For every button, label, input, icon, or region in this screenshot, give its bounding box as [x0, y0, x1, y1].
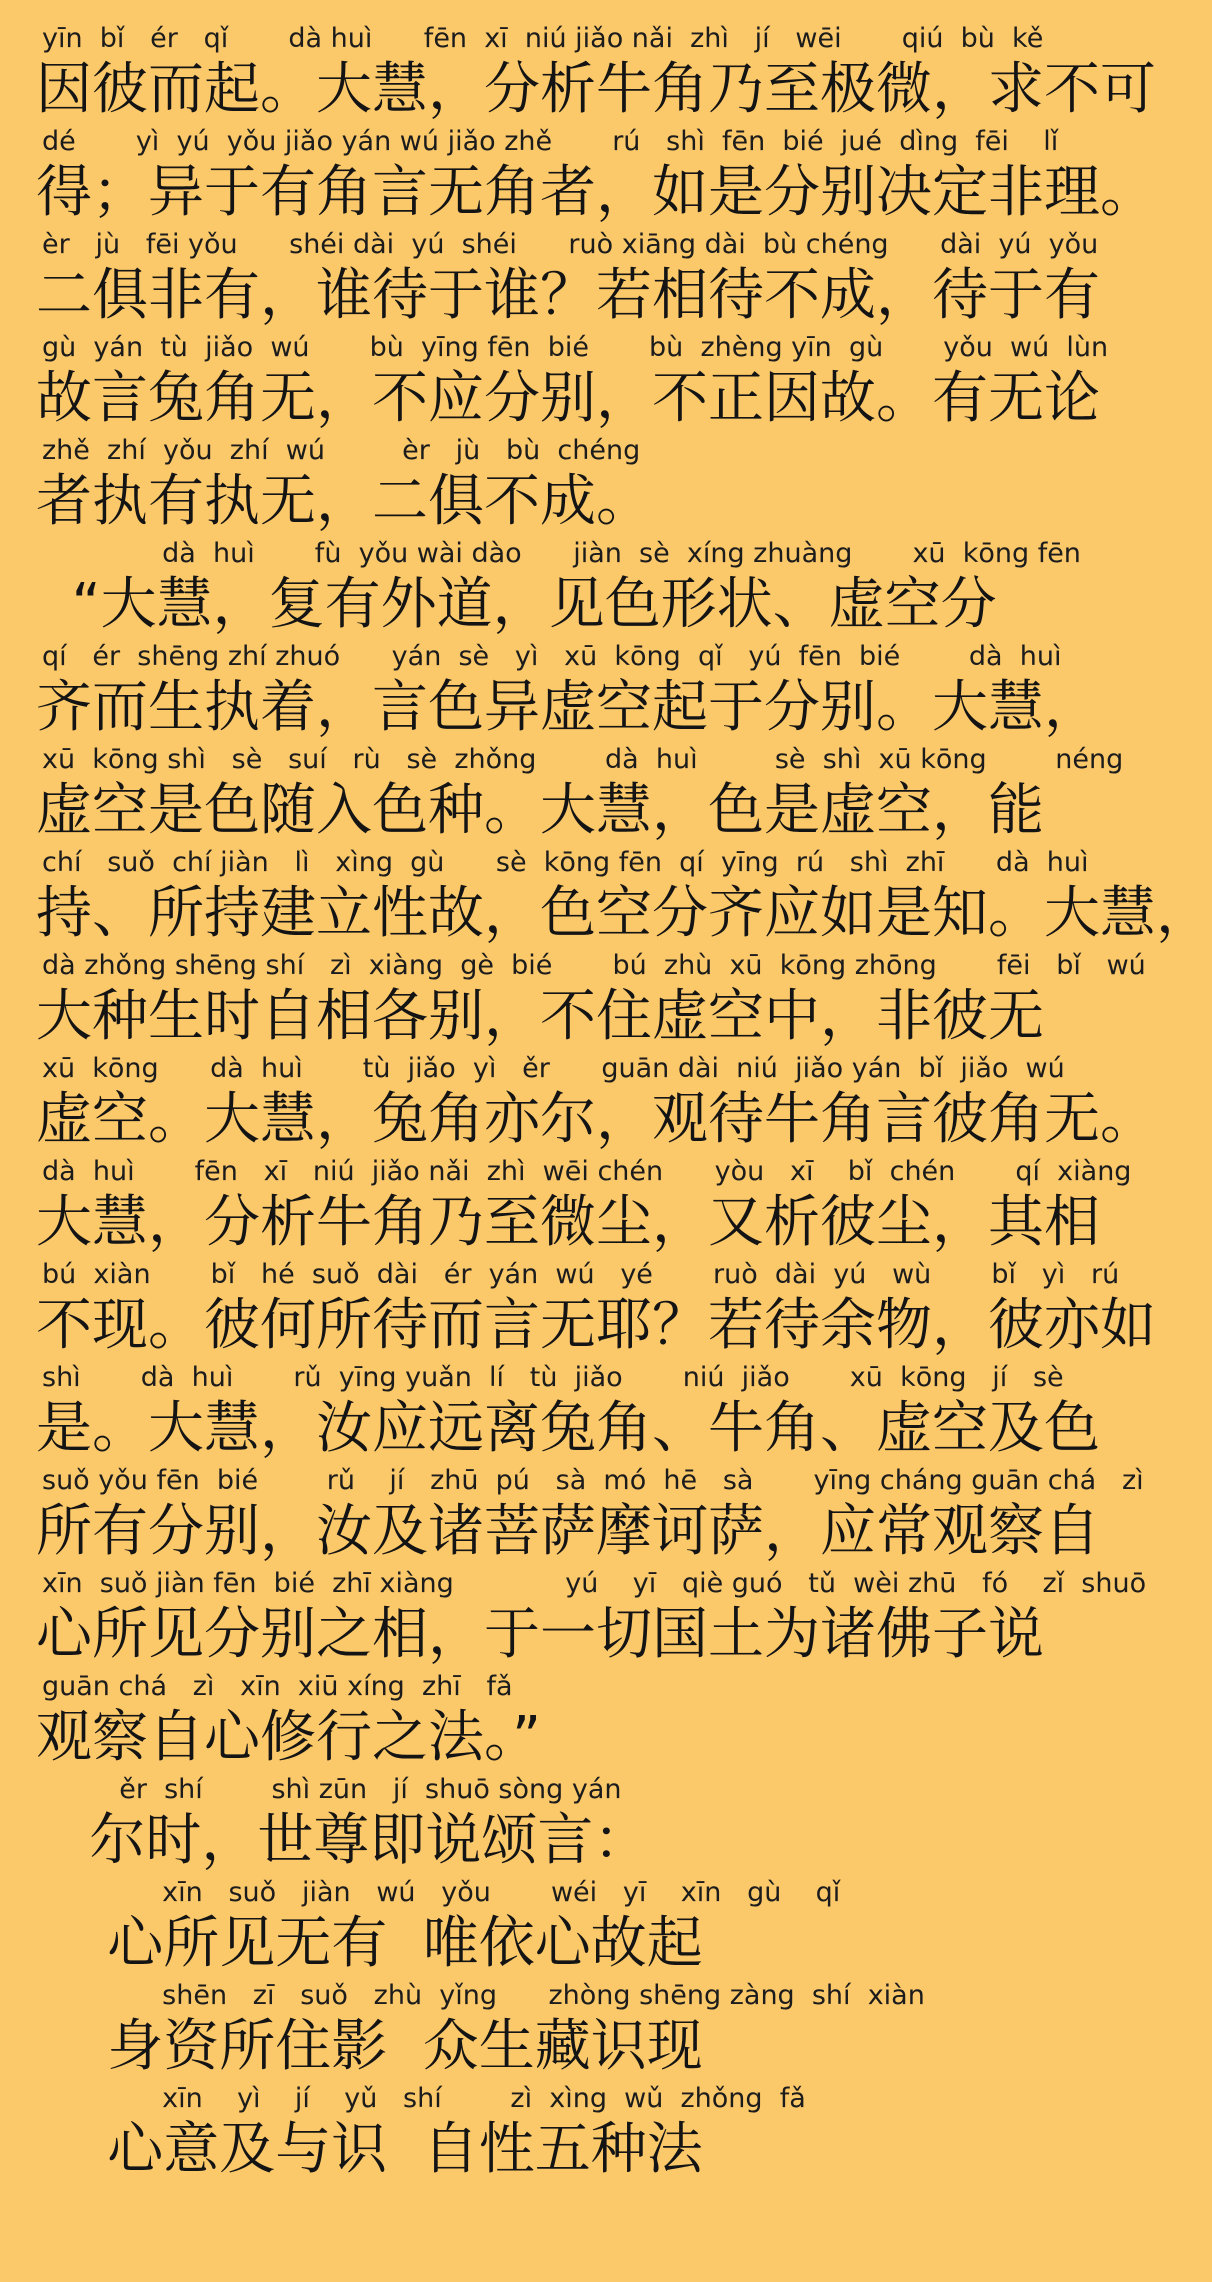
- hanzi-line-1: 因彼而起。大慧，分析牛角乃至极微，求不可: [36, 57, 1156, 122]
- text-line-15: [0, 1464, 1144, 1574]
- text-line-2: [0, 125, 1156, 235]
- text-line-4: [0, 331, 1109, 441]
- text-line-10: [0, 949, 1146, 1059]
- text-line-3: [0, 228, 1100, 338]
- verse-line-1: [0, 1876, 1080, 1986]
- pinyin-line-15: suǒ yǒu fēn bié rǔ jí zhū pú sà mó hē sà yīng cháng guān chá zì: [42, 1465, 1144, 1496]
- text-line-1: [0, 22, 1156, 132]
- pinyin-line-18: ěr shí shì zūn jí shuō sòng yán: [42, 1774, 622, 1805]
- hanzi-verse-1: 心所见无有 唯依心故起: [36, 1911, 703, 1976]
- verse-line-2: [0, 1979, 1080, 2089]
- text-line-17: [0, 1670, 1080, 1780]
- hanzi-line-5: 者执有执无，二俱不成。: [36, 469, 652, 534]
- text-line-18: [0, 1773, 1080, 1883]
- pinyin-line-16: xīn suǒ jiàn fēn bié zhī xiàng yú yī qiè guó tǔ wèi zhū fó zǐ shuō: [42, 1568, 1147, 1599]
- hanzi-line-4: 故言兔角无，不应分别，不正因故。有无论: [36, 366, 1100, 431]
- hanzi-line-10: 大种生时自相各别，不住虚空中，非彼无: [36, 984, 1044, 1049]
- pinyin-line-1: yīn bǐ ér qǐ dà huì fēn xī niú jiǎo nǎi zhì jí wēi qiú bù kě: [42, 23, 1044, 54]
- pinyin-line-11: xū kōng dà huì tù jiǎo yì ěr guān dài niú jiǎo yán bǐ jiǎo wú: [42, 1053, 1065, 1084]
- text-line-7: [0, 640, 1100, 750]
- text-line-13: [0, 1258, 1156, 1368]
- hanzi-line-12: 大慧，分析牛角乃至微尘，又析彼尘，其相: [36, 1190, 1100, 1255]
- hanzi-line-2: 得；异于有角言无角者，如是分别决定非理。: [36, 160, 1156, 225]
- hanzi-line-13: 不现。彼何所待而言无耶？若待余物，彼亦如: [36, 1293, 1156, 1358]
- pinyin-line-13: bú xiàn bǐ hé suǒ dài ér yán wú yé ruò dài yú wù bǐ yì rú: [42, 1259, 1120, 1290]
- pinyin-line-12: dà huì fēn xī niú jiǎo nǎi zhì wēi chén yòu xī bǐ chén qí xiàng: [42, 1156, 1132, 1187]
- hanzi-line-3: 二俱非有，谁待于谁？若相待不成，待于有: [36, 263, 1100, 328]
- hanzi-line-14: 是。大慧，汝应远离兔角、牛角、虚空及色: [36, 1396, 1100, 1461]
- text-line-16: [0, 1567, 1147, 1677]
- hanzi-line-9: 持、所持建立性故，色空分齐应如是知。大慧，: [36, 881, 1212, 946]
- text-line-9: [0, 846, 1212, 956]
- text-line-14: [0, 1361, 1100, 1471]
- pinyin-line-14: shì dà huì rǔ yīng yuǎn lí tù jiǎo niú jiǎo xū kōng jí sè: [42, 1362, 1064, 1393]
- pinyin-verse-3: xīn yì jí yǔ shí zì xìng wǔ zhǒng fǎ: [42, 2083, 806, 2114]
- text-line-8: [0, 743, 1124, 853]
- text-line-11: [0, 1052, 1156, 1162]
- pinyin-line-10: dà zhǒng shēng shí zì xiàng gè bié bú zhù xū kōng zhōng fēi bǐ wú: [42, 950, 1146, 981]
- verse-line-3: [0, 2082, 1080, 2192]
- hanzi-line-16: 心所见分别之相，于一切国土为诸佛子说: [36, 1602, 1044, 1667]
- pinyin-line-6: dà huì fù yǒu wài dào jiàn sè xíng zhuàng xū kōng fēn: [42, 538, 1081, 569]
- hanzi-verse-2: 身资所住影 众生藏识现: [36, 2014, 703, 2079]
- hanzi-line-7: 齐而生执着，言色异虚空起于分别。大慧，: [36, 675, 1100, 740]
- pinyin-line-2: dé yì yú yǒu jiǎo yán wú jiǎo zhě rú shì fēn bié jué dìng fēi lǐ: [42, 126, 1059, 157]
- hanzi-verse-3: 心意及与识 自性五种法: [36, 2117, 703, 2182]
- hanzi-line-18: 尔时，世尊即说颂言：: [36, 1808, 650, 1873]
- pinyin-line-17: guān chá zì xīn xiū xíng zhī fǎ: [42, 1671, 513, 1702]
- hanzi-line-6: “大慧，复有外道，见色形状、虚空分: [36, 572, 997, 637]
- pinyin-line-9: chí suǒ chí jiàn lì xìng gù sè kōng fēn qí yīng rú shì zhī dà huì: [42, 847, 1089, 878]
- pinyin-line-4: gù yán tù jiǎo wú bù yīng fēn bié bù zhèng yīn gù yǒu wú lùn: [42, 332, 1109, 363]
- hanzi-line-8: 虚空是色随入色种。大慧，色是虚空，能: [36, 778, 1044, 843]
- hanzi-line-11: 虚空。大慧，兔角亦尔，观待牛角言彼角无。: [36, 1087, 1156, 1152]
- pinyin-line-8: xū kōng shì sè suí rù sè zhǒng dà huì sè shì xū kōng néng: [42, 744, 1124, 775]
- hanzi-line-15: 所有分别，汝及诸菩萨摩诃萨，应常观察自: [36, 1499, 1100, 1564]
- pinyin-line-7: qí ér shēng zhí zhuó yán sè yì xū kōng qǐ yú fēn bié dà huì: [42, 641, 1062, 672]
- text-line-6: [0, 537, 1080, 647]
- pinyin-line-3: èr jù fēi yǒu shéi dài yú shéi ruò xiāng dài bù chéng dài yú yǒu: [42, 229, 1099, 260]
- pinyin-verse-1: xīn suǒ jiàn wú yǒu wéi yī xīn gù qǐ: [42, 1877, 841, 1908]
- hanzi-line-17: 观察自心修行之法。”: [36, 1705, 542, 1770]
- pinyin-verse-2: shēn zī suǒ zhù yǐng zhòng shēng zàng shí xiàn: [42, 1980, 925, 2011]
- text-line-12: [0, 1155, 1132, 1265]
- text-line-5: [0, 434, 1080, 544]
- pinyin-line-5: zhě zhí yǒu zhí wú èr jù bù chéng: [42, 435, 641, 466]
